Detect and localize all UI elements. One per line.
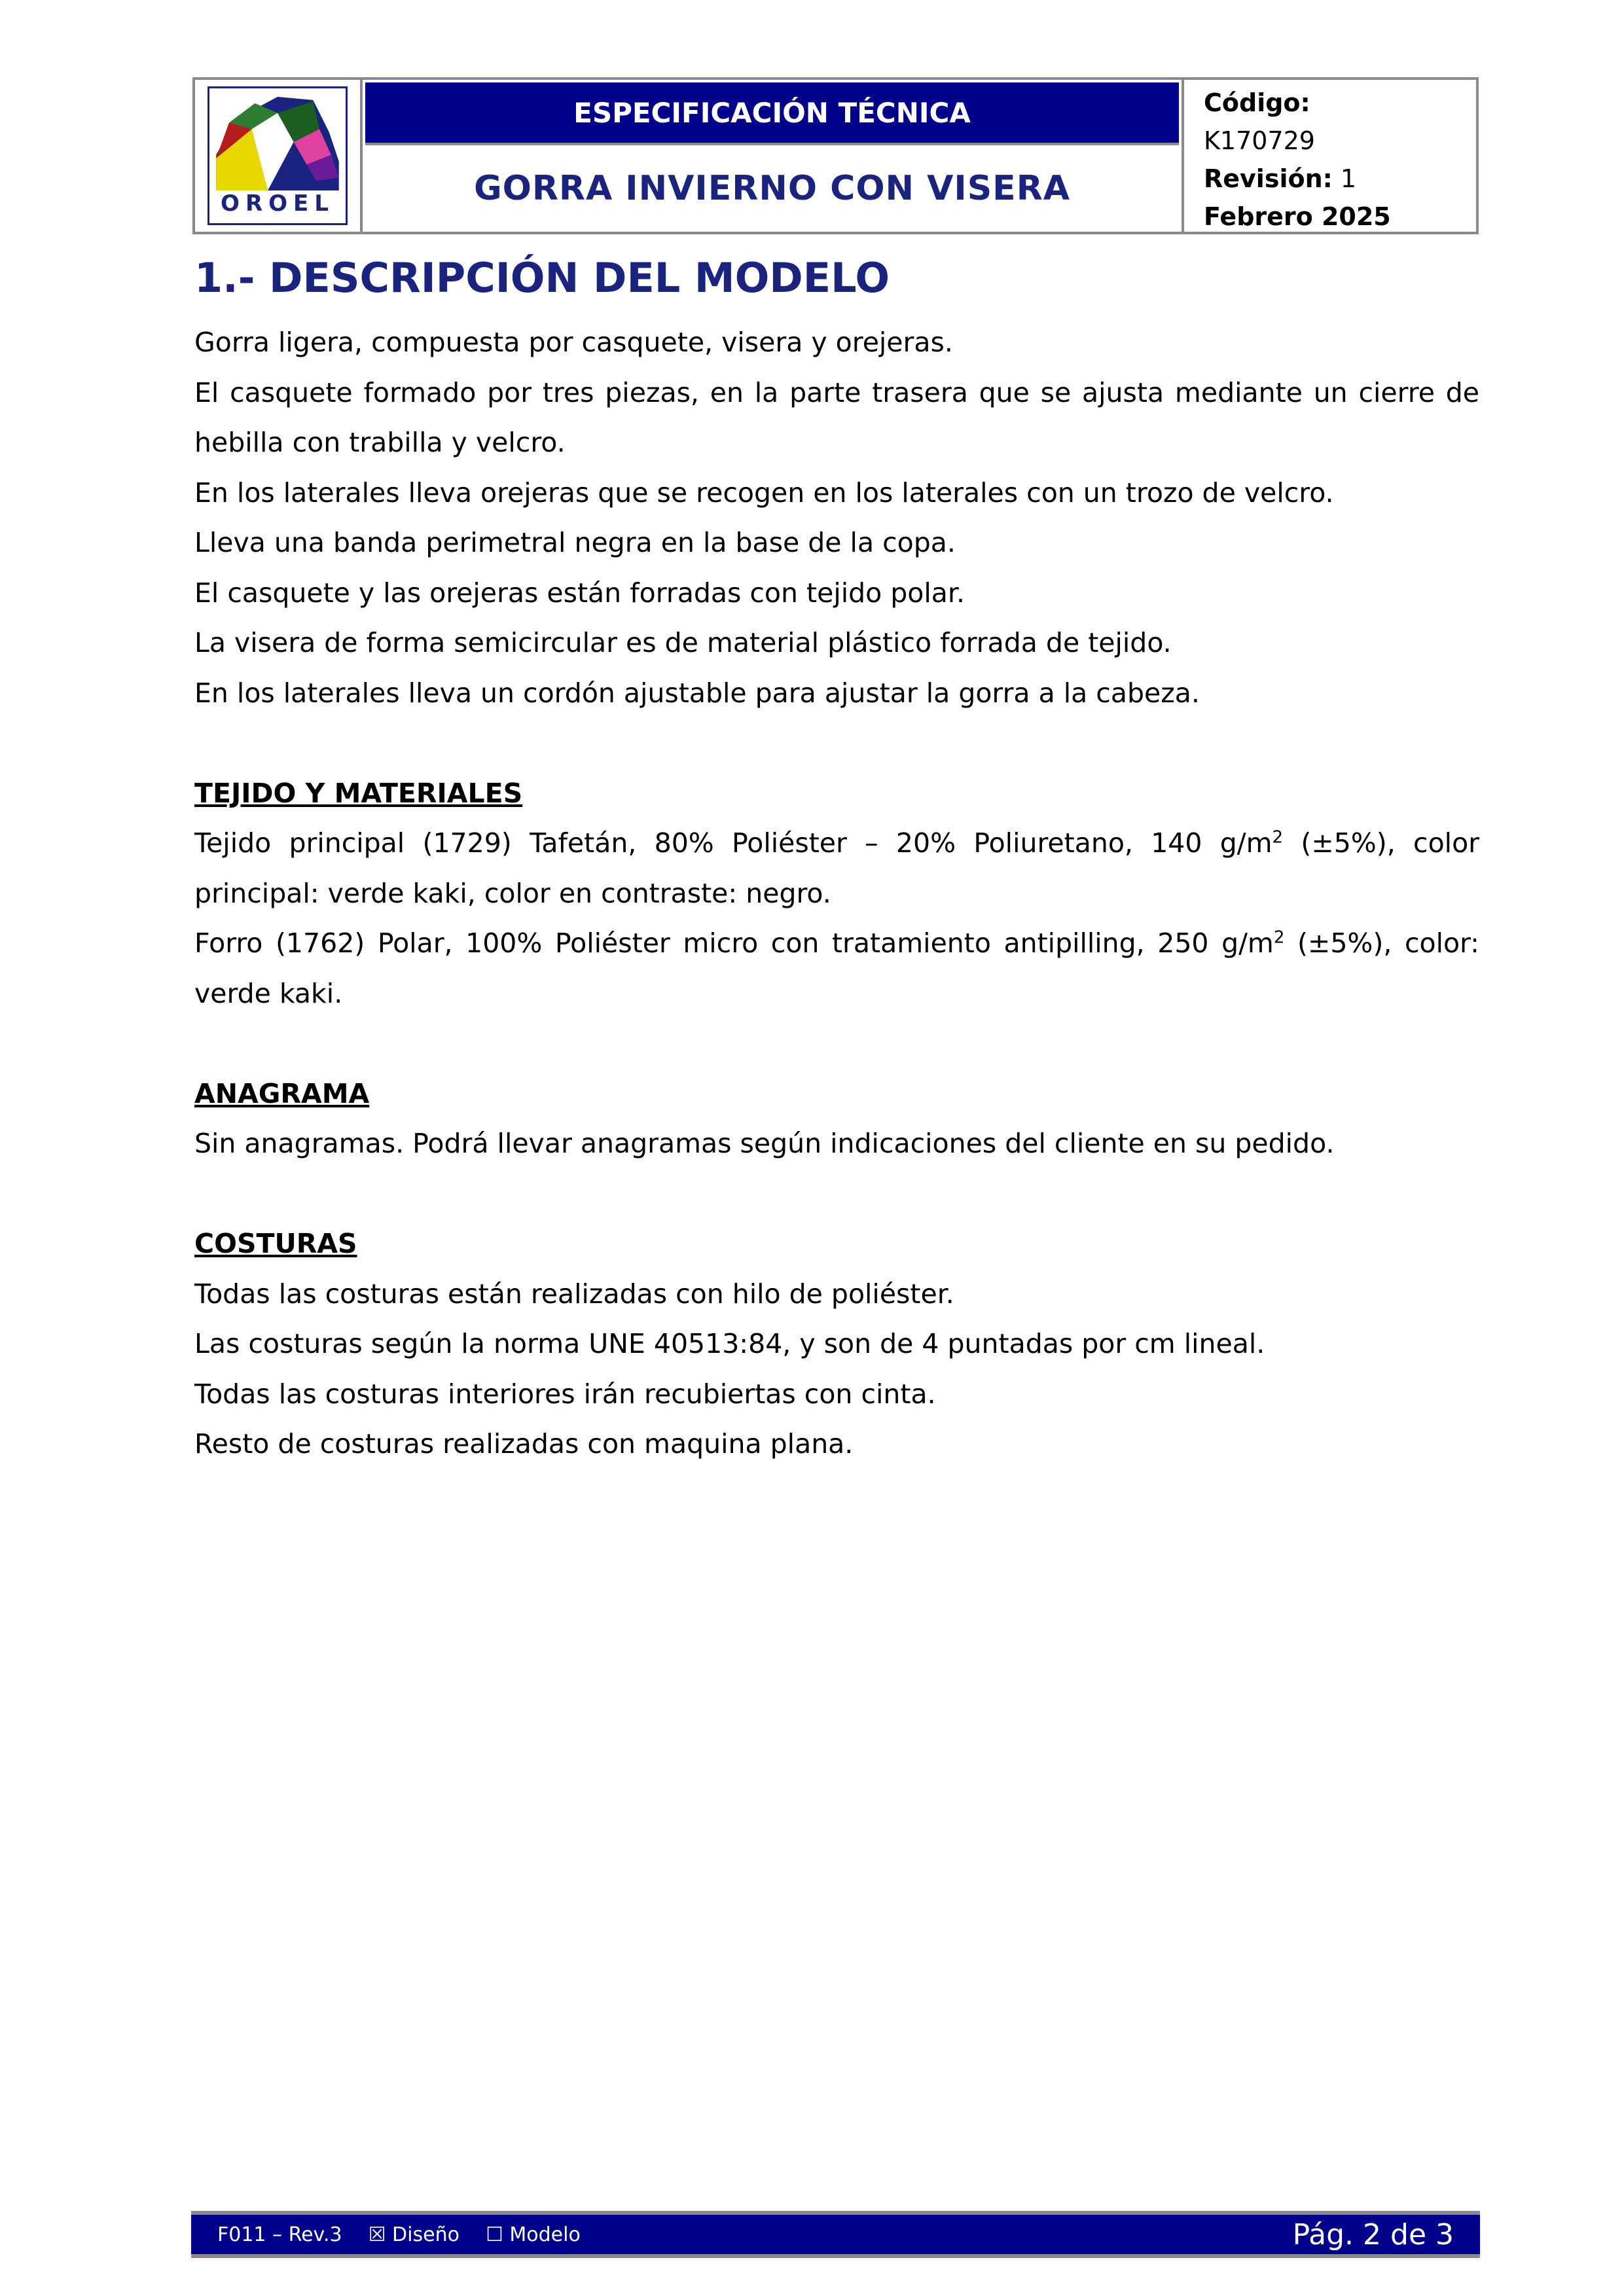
- section-title: 1.- DESCRIPCIÓN DEL MODELO: [194, 254, 890, 302]
- design-option: [369, 2223, 460, 2246]
- model-label: Modelo: [509, 2223, 581, 2246]
- logo-cell: [195, 80, 363, 232]
- code-value: K170729: [1204, 126, 1315, 155]
- costuras-line: Las costuras según la norma UNE 40513:84, y son de 4 puntadas por cm lineal.: [194, 1328, 1265, 1359]
- footer-form-info: [191, 2223, 581, 2246]
- costuras-line: Resto de costuras realizadas con maquina plana.: [194, 1428, 854, 1460]
- anagrama-text: Sin anagramas. Podrá llevar anagramas según indicaciones del cliente en su pedido.: [194, 1128, 1335, 1159]
- description-line: En los laterales lleva un cordón ajustable para ajustar la gorra a la cabeza.: [194, 677, 1200, 709]
- tejido-principal: [194, 818, 1479, 918]
- tejido-principal-text-end: (±5%), color principal: verde kaki, color en contraste: negro.: [194, 827, 1480, 909]
- description-line: Lleva una banda perimetral negra en la base de la copa.: [194, 527, 956, 558]
- checked-box-icon: ☒: [368, 2223, 386, 2246]
- revision-line: [1204, 160, 1476, 198]
- description-line: El casquete formado por tres piezas, en la parte trasera que se ajusta mediante un cierre de hebilla con trabilla y velcro.: [194, 376, 1479, 458]
- document-title: GORRA INVIERNO CON VISERA: [473, 169, 1070, 208]
- design-label: Diseño: [392, 2223, 460, 2246]
- logo-text: OROEL: [221, 190, 334, 217]
- revision-label: Revisión:: [1204, 164, 1333, 193]
- tejido-principal-text: Tejido principal (1729) Tafetán, 80% Poliéster – 20% Poliuretano, 140 g/m: [194, 827, 1272, 859]
- tejido-heading: TEJIDO Y MATERIALES: [194, 777, 523, 809]
- description-line: La visera de forma semicircular es de material plástico forrada de tejido.: [194, 627, 1172, 658]
- document-body: [194, 245, 1479, 1469]
- description-line: El casquete y las orejeras están forradas con tejido polar.: [194, 577, 965, 609]
- document-header: [192, 77, 1479, 234]
- model-option: [486, 2223, 581, 2246]
- form-code: F011 – Rev.3: [217, 2223, 342, 2246]
- description-line: En los laterales lleva orejeras que se recogen en los laterales con un trozo de velcro.: [194, 476, 1334, 509]
- tejido-forro: [194, 918, 1479, 1018]
- costuras-line: Todas las costuras interiores irán recubiertas con cinta.: [194, 1378, 936, 1410]
- superscript: 2: [1272, 827, 1284, 848]
- anagrama-heading: ANAGRAMA: [194, 1077, 370, 1109]
- code-label: Código:: [1204, 88, 1310, 117]
- revision-value: 1: [1340, 164, 1357, 193]
- costuras-line: Todas las costuras están realizadas con hilo de poliéster.: [194, 1278, 954, 1310]
- title-cell: [363, 80, 1184, 232]
- document-date: Febrero 2025: [1204, 202, 1391, 231]
- tejido-forro-text: Forro (1762) Polar, 100% Poliéster micro con tratamiento antipilling, 250 g/m: [194, 927, 1274, 959]
- tejido-forro-text-end: (±5%), color: verde kaki.: [194, 927, 1479, 1009]
- unchecked-box-icon: ☐: [485, 2223, 503, 2246]
- superscript: 2: [1273, 927, 1285, 948]
- document-meta: [1184, 80, 1476, 232]
- document-type: ESPECIFICACIÓN TÉCNICA: [365, 82, 1179, 145]
- costuras-heading: COSTURAS: [194, 1228, 357, 1259]
- page-number: Pág. 2 de 3: [1292, 2217, 1454, 2251]
- mountain-logo-icon: [215, 94, 340, 190]
- document-footer: [191, 2211, 1480, 2258]
- oroel-logo: [208, 86, 348, 225]
- description-line: Gorra ligera, compuesta por casquete, visera y orejeras.: [194, 327, 953, 358]
